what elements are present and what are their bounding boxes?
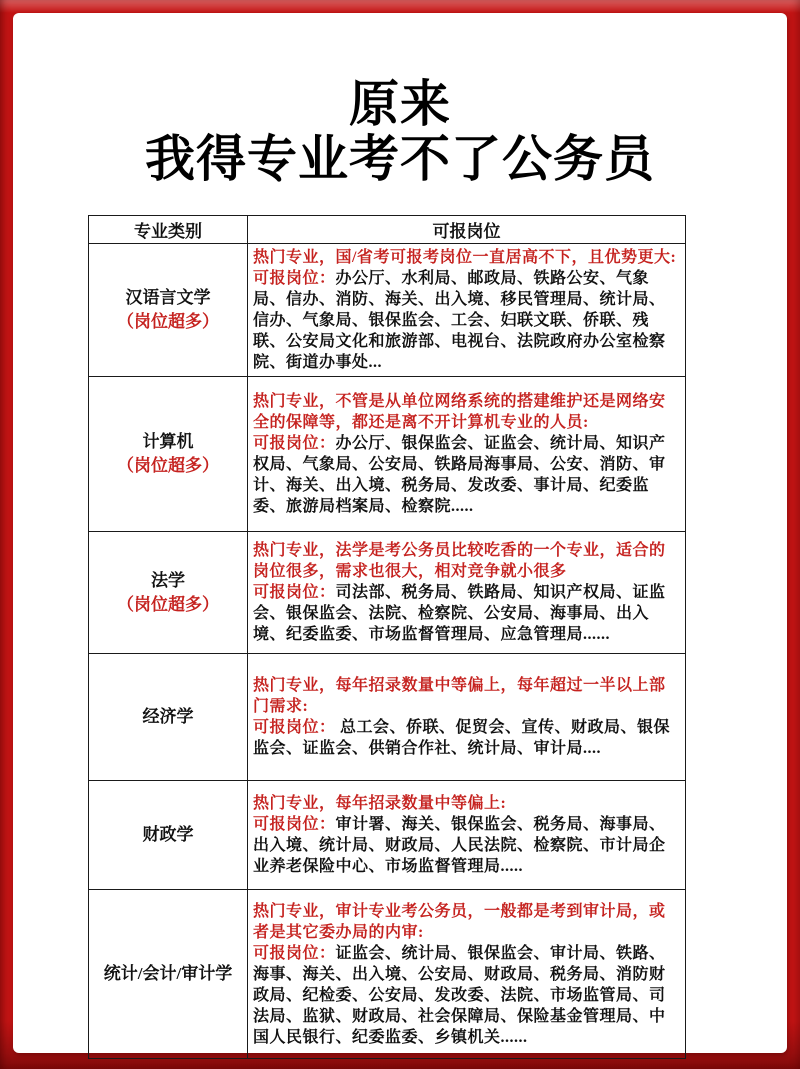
col-header-positions: 可报岗位 (248, 216, 686, 244)
major-tag: （岗位超多） (117, 456, 219, 475)
major-cell (89, 244, 248, 377)
row-intro: 热门专业，每年招录数量中等偏上: (253, 795, 507, 812)
positions-list: 司法部、税务局、铁路局、知识产权局、证监会、银保监会、法院、检察院、公安局、海事局、出入境、纪委监委、市场监督管理局、应急管理局...... (253, 584, 666, 643)
positions-cell (248, 244, 686, 377)
table-row (89, 890, 686, 1059)
positions-list: 办公厅、水利局、邮政局、铁路公安、气象局、信办、消防、海关、出入境、移民管理局、统计局、信办、气象局、银保监会、工会、妇联文联、侨联、残联、公安局文化和旅游部、电视台、法院政府办公室检察院、街道办事处... (253, 270, 666, 371)
table-row (89, 244, 686, 377)
positions-list: 总工会、侨联、促贸会、宣传、财政局、银保监会、证监会、供销合作社、统计局、审计局.... (253, 719, 671, 757)
positions-list: 审计署、海关、银保监会、税务局、海事局、出入境、统计局、财政局、人民法院、检察院、市计局企业养老保险中心、市场监督管理局..... (253, 816, 666, 875)
major-name: 财政学 (142, 825, 194, 844)
positions-cell (248, 654, 686, 781)
table-row (89, 781, 686, 890)
row-intro: 热门专业，法学是考公务员比较吃香的一个专业，适合的岗位很多，需求也很大，相对竞争就小很多 (253, 542, 666, 580)
table-row (89, 654, 686, 781)
positions-label: 可报岗位： (253, 270, 336, 287)
positions-label: 可报岗位： (253, 584, 336, 601)
row-intro: 热门专业，审计专业考公务员，一般都是考到审计局，或者是其它委办局的内审: (253, 902, 666, 941)
majors-table (88, 215, 686, 1059)
major-name: 统计/会计/审计学 (103, 964, 233, 983)
table-row (89, 377, 686, 532)
page-title (13, 13, 787, 187)
page (13, 13, 787, 1053)
major-name: 计算机 (142, 432, 194, 451)
positions-cell (248, 890, 686, 1059)
table-header-row (89, 216, 686, 244)
major-name: 法学 (151, 570, 185, 590)
row-intro: 热门专业，不管是从单位网络系统的搭建维护还是网络安全的保障等，都还是离不开计算机专业的人员: (253, 393, 666, 431)
positions-label: 可报岗位： (253, 435, 336, 452)
page-title-line2: 我得专业考不了公务员 (145, 131, 655, 187)
positions-label: 可报岗位： (253, 944, 336, 962)
positions-list: 办公厅、银保监会、证监会、统计局、知识产权局、气象局、公安局、铁路局海事局、公安、消防、审计、海关、出入境、税务局、发改委、事计局、纪委监委、旅游局档案局、检察院..... (253, 435, 666, 515)
major-cell (89, 781, 248, 890)
page-title-line1: 原来 (349, 76, 451, 132)
major-tag: （岗位超多） (117, 594, 219, 614)
positions-label: 可报岗位： (253, 719, 336, 736)
positions-cell (248, 532, 686, 654)
major-name: 汉语言文学 (125, 288, 211, 307)
major-cell (89, 377, 248, 532)
major-cell (89, 532, 248, 654)
major-name: 经济学 (142, 707, 194, 726)
positions-cell (248, 781, 686, 890)
table-row (89, 532, 686, 654)
major-cell (89, 654, 248, 781)
positions-label: 可报岗位： (253, 816, 336, 833)
row-intro: 热门专业，每年招录数量中等偏上，每年超过一半以上部门需求: (253, 677, 666, 715)
major-cell (89, 890, 248, 1059)
col-header-major: 专业类别 (89, 216, 248, 244)
positions-list: 证监会、统计局、银保监会、审计局、铁路、海事、海关、出入境、公安局、财政局、税务局、消防财政局、纪检委、公安局、发改委、法院、市场监管局、司法局、监狱、财政局、社会保障局、保险基金管理局、中国人民银行、纪委监委、乡镇机关...... (253, 944, 666, 1046)
positions-cell (248, 377, 686, 532)
row-intro: 热门专业，国/省考可报考岗位一直居高不下，且优势更大: (253, 249, 677, 266)
major-tag: （岗位超多） (117, 312, 219, 331)
